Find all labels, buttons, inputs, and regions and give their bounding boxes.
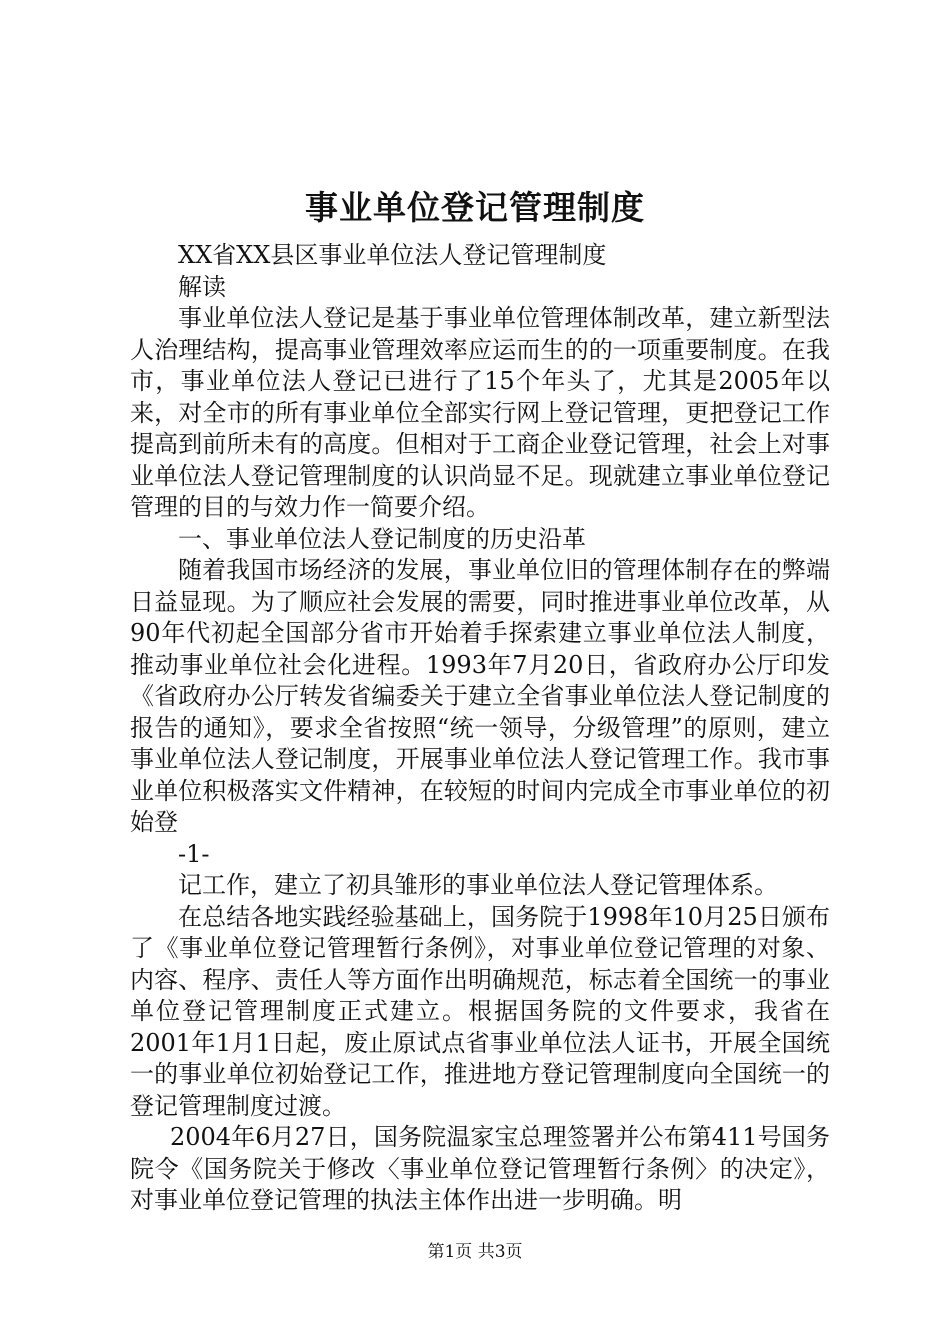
subtitle-line-2: 解读	[178, 272, 226, 301]
paragraph: 事业单位法人登记是基于事业单位管理体制改革，建立新型法人治理结构，提高事业管理效率应运而生的的一项重要制度。在我市，事业单位法人登记已进行了15个年头了，尤其是2005年以来，对全市的所有事业单位全部实行网上登记管理，更把登记工作提高到前所未有的高度。但相对于工商企业登记管理，社会上对事业单位法人登记管理制度的认识尚显不足。现就建立事业单位登记管理的目的与效力作一简要介绍。	[130, 304, 830, 521]
document-title: 事业单位登记管理制度	[305, 188, 645, 227]
paragraph: 在总结各地实践经验基础上，国务院于1998年10月25日颁布了《事业单位登记管理暂行条例》，对事业单位登记管理的对象、内容、程序、责任人等方面作出明确规范，标志着全国统一的事业单位登记管理制度正式建立。根据国务院的文件要求，我省在2001年1月1日起，废止原试点省事业单位法人证书，开展全国统一的事业单位初始登记工作，推进地方登记管理制度向全国统一的登记管理制度过渡。	[130, 902, 830, 1120]
section-heading: 一、事业单位法人登记制度的历史沿革	[178, 524, 586, 553]
paragraph: 2004年6月27日，国务院温家宝总理签署并公布第411号国务院令《国务院关于修改〈事业单位登记管理暂行条例〉的决定》，对事业单位登记管理的执法主体作出进一步明确。明	[130, 1123, 830, 1214]
document-body	[130, 240, 830, 1217]
subtitle-line: XX省XX县区事业单位法人登记管理制度	[178, 241, 607, 269]
paragraph: 记工作，建立了初具雏形的事业单位法人登记管理体系。	[178, 871, 778, 899]
page-number-mark: -1-	[178, 839, 210, 868]
paragraph: 随着我国市场经济的发展，事业单位旧的管理体制存在的弊端日益显现。为了顺应社会发展的需要，同时推进事业单位改革，从90年代初起全国部分省市开始着手探索建立事业单位法人制度，推动事业单位社会化进程。1993年7月20日，省政府办公厅印发《省政府办公厅转发省编委关于建立全省事业单位法人登记制度的报告的通知》，要求全省按照“统一领导，分级管理”的原则，建立事业单位法人登记制度，开展事业单位法人登记管理工作。我市事业单位积极落实文件精神，在较短的时间内完成全市事业单位的初始登	[130, 556, 830, 836]
page-footer: 第1页 共3页	[427, 1242, 523, 1262]
